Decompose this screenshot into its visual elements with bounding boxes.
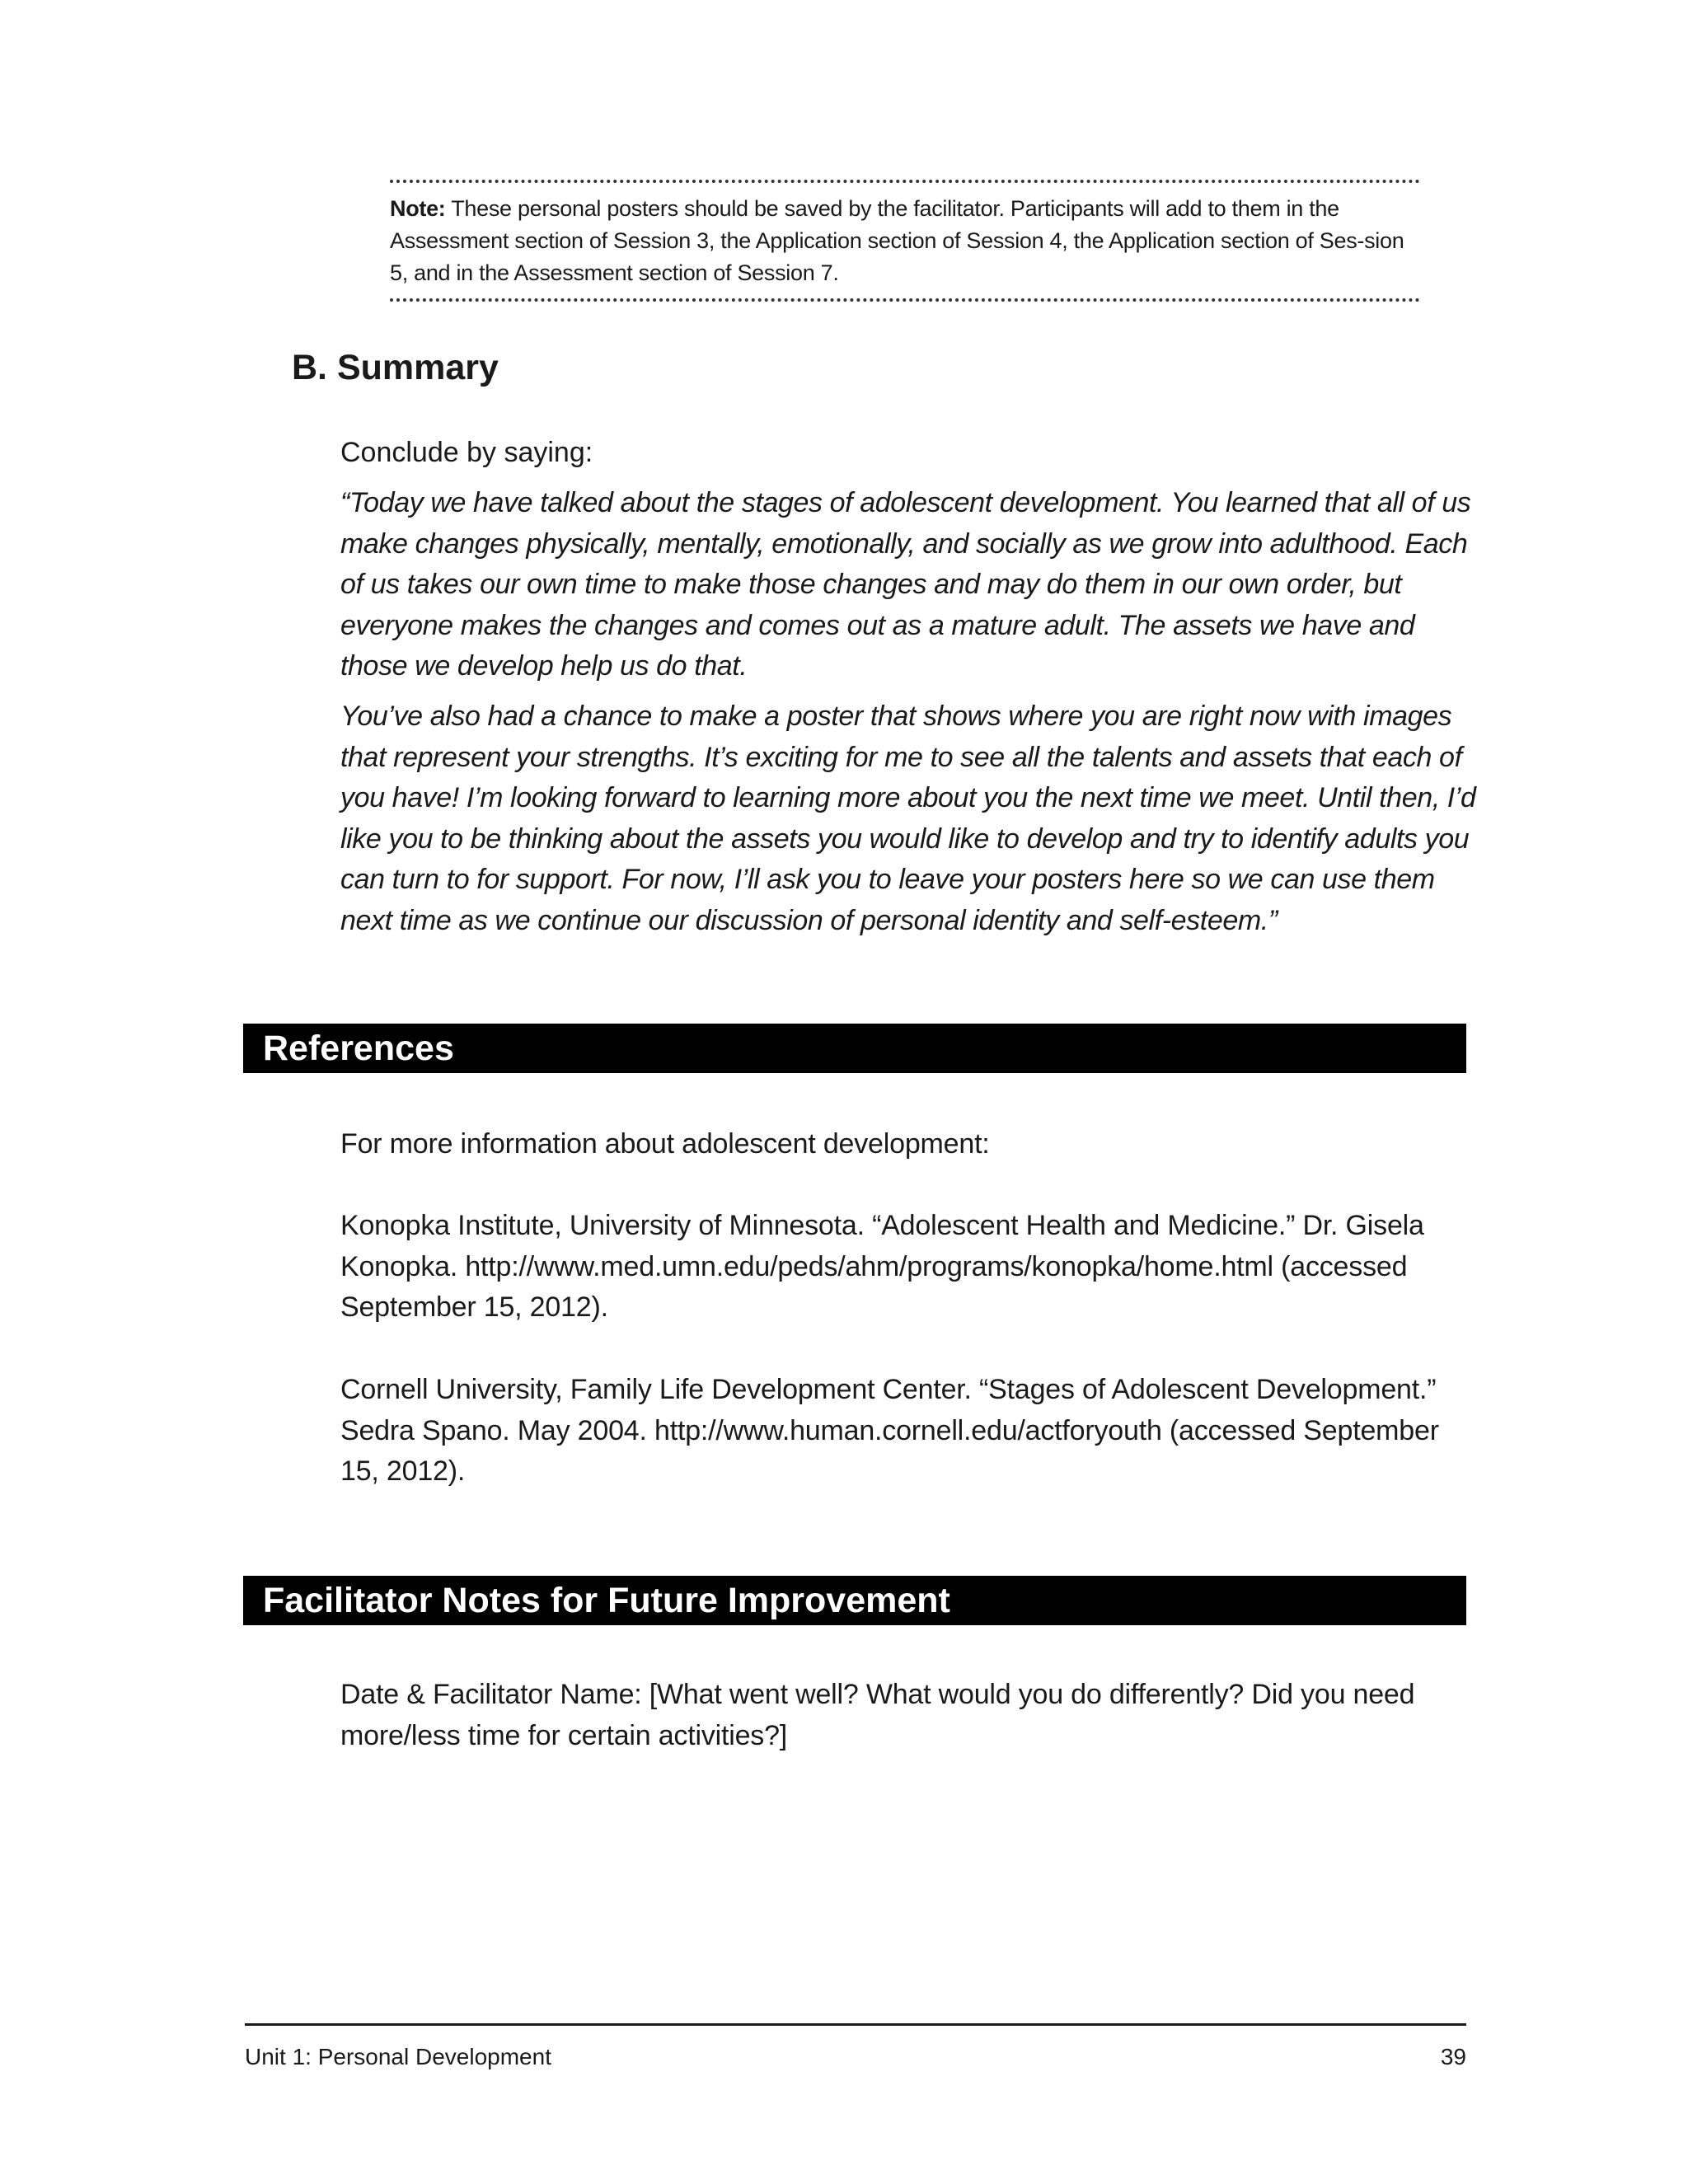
summary-quote-paragraph-1: “Today we have talked about the stages of adolescent development. You learned that all of us make changes physically, mentally, emotionally, and socially as we grow into adulthood. Each of us takes our own time to make those changes and may do them in our own order, but everyone makes the changes and comes out as a mature adult. The assets we have and those we develop help us do that. bbox=[340, 487, 1471, 682]
summary-intro: Conclude by saying: bbox=[340, 437, 593, 468]
note-label: Note: bbox=[390, 196, 446, 221]
note-paragraph bbox=[390, 193, 1420, 289]
footer-page-number: 39 bbox=[1440, 2044, 1466, 2069]
note-box bbox=[390, 180, 1420, 302]
references-heading: References bbox=[243, 1024, 1466, 1073]
facilitator-notes-text: Date & Facilitator Name: [What went well? What would you do differently? Did you need more/less time for certain activities?] bbox=[340, 1679, 1415, 1751]
summary-quote-paragraph-2: You’ve also had a chance to make a poster that shows where you are right now with images that represent your strengths. It’s exciting for me to see all the talents and assets that each of you have! I’m looking forward to learning more about you the next time we meet. Until then, I’d like you to be thinking about the assets you would like to develop and try to identify adults you can turn to for support. For now, I’ll ask you to leave your posters here so we can use them next time as we continue our discussion of personal identity and self-esteem.” bbox=[340, 701, 1476, 936]
footer-divider bbox=[245, 2023, 1466, 2026]
summary-heading: B. Summary bbox=[292, 348, 499, 387]
facilitator-notes-heading: Facilitator Notes for Future Improvement bbox=[243, 1576, 1466, 1625]
note-text: These personal posters should be saved by the facilitator. Participants will add to them in the Assessment section of Session 3, the Application section of Session 4, the Application section of Ses-sion 5, and in the Assessment section of Session 7. bbox=[390, 196, 1404, 285]
footer-unit-title: Unit 1: Personal Development bbox=[245, 2044, 551, 2069]
references-intro: For more information about adolescent development: bbox=[340, 1128, 990, 1160]
reference-entry-2: Cornell University, Family Life Development Center. “Stages of Adolescent Development.” Sedra Spano. May 2004. http://www.human.cornell.edu/actforyouth (accessed September 15, 2012). bbox=[340, 1374, 1439, 1487]
reference-entry-1: Konopka Institute, University of Minnesota. “Adolescent Health and Medicine.” Dr. Gisela Konopka. http://www.med.umn.edu/peds/ahm/programs/konopka/home.html (accessed September 15, 2012). bbox=[340, 1210, 1424, 1323]
